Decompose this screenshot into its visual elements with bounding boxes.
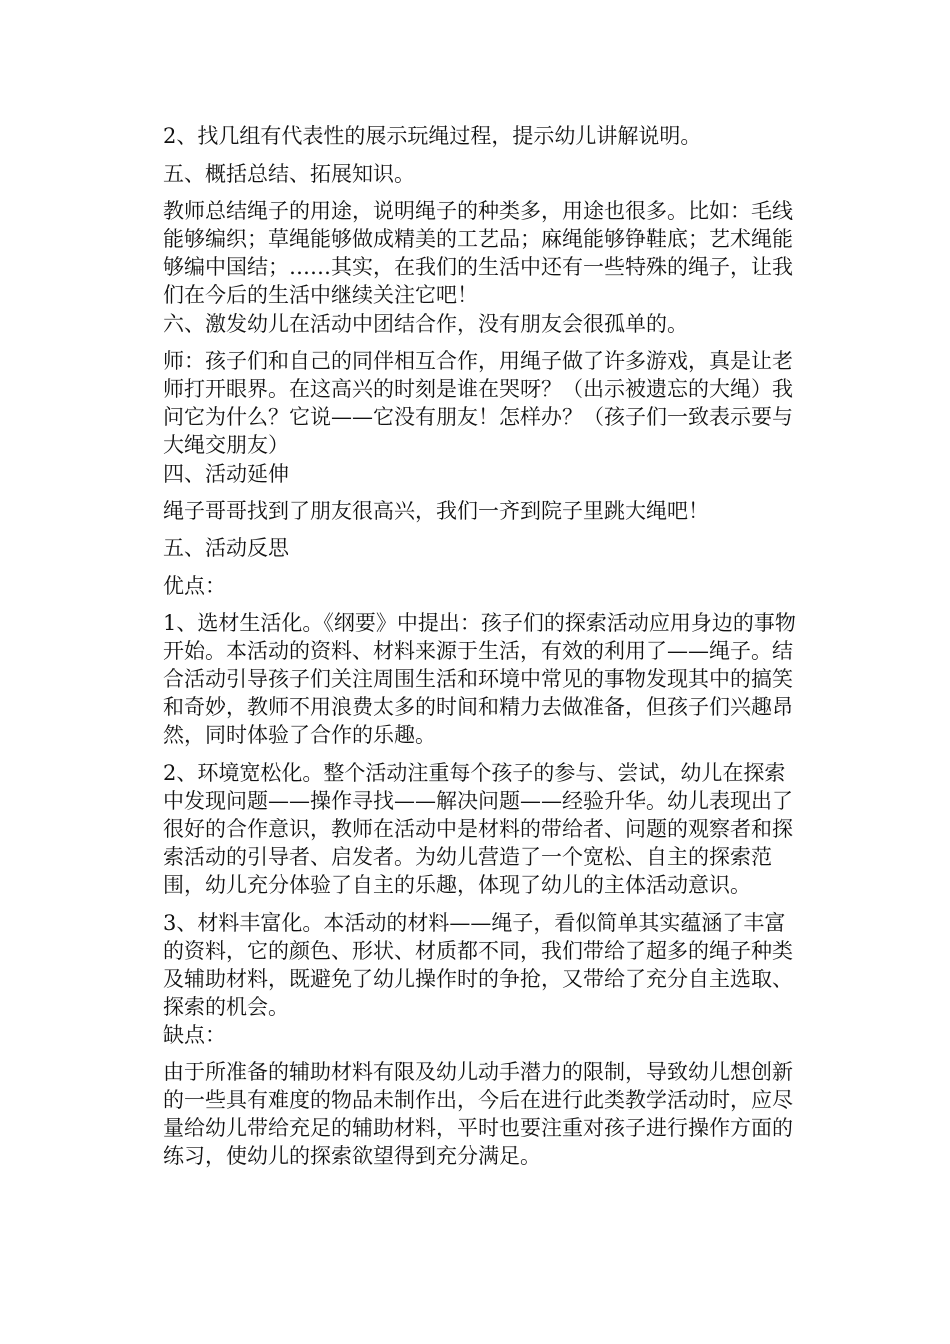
paragraph-extension: 绳子哥哥找到了朋友很高兴，我们一齐到院子里跳大绳吧！ — [163, 499, 709, 523]
heading-cooperation: 六、激发幼儿在活动中团结合作，没有朋友会很孤单的。 — [163, 312, 688, 336]
heading-reflection: 五、活动反思 — [163, 536, 289, 560]
paragraph-advantage-1: 1、选材生活化。《纲要》中提出：孩子们的探索活动应用身边的事物开始。本活动的资料、材料来源于生活，有效的利用了——绳子。结合活动引导孩子们关注周围生活和环境中常见的事物发现其中的搞笑和奇妙，教师不用浪费太多的时间和精力去做准备，但孩子们兴趣昂然，同时体验了合作的乐趣。 — [163, 611, 796, 747]
paragraph-teacher-dialogue: 师：孩子们和自己的同伴相互合作，用绳子做了许多游戏，真是让老师打开眼界。在这高兴的时刻是谁在哭呀？（出示被遗忘的大绳）我问它为什么？它说——它没有朋友！怎样办？（孩子们一致表示要与大绳交朋友） — [163, 349, 793, 457]
paragraph-advantage-2: 2、环境宽松化。整个活动注重每个孩子的参与、尝试，幼儿在探索中发现问题——操作寻找——解决问题——经验升华。幼儿表现出了很好的合作意识，教师在活动中是材料的带给者、问题的观察者和探索活动的引导者、启发者。为幼儿营造了一个宽松、自主的探索范围，幼儿充分体验了自主的乐趣，体现了幼儿的主体活动意识。 — [163, 761, 793, 897]
paragraph-teacher-summary: 教师总结绳子的用途，说明绳子的种类多，用途也很多。比如：毛线能够编织；草绳能够做成精美的工艺品；麻绳能够铮鞋底；艺术绳能够编中国结；……其实，在我们的生活中还有一些特殊的绳子，让我们在今后的生活中继续关注它吧！ — [163, 199, 793, 307]
paragraph-advantage-3: 3、材料丰富化。本活动的材料——绳子，看似简单其实蕴涵了丰富的资料，它的颜色、形状、材质都不同，我们带给了超多的绳子种类及辅助材料，既避免了幼儿操作时的争抢，又带给了充分自主选取、探索的机会。 — [163, 911, 793, 1019]
paragraph-step-2: 2、找几组有代表性的展示玩绳过程，提示幼儿讲解说明。 — [163, 124, 702, 148]
heading-advantages: 优点： — [163, 574, 226, 598]
heading-extension: 四、活动延伸 — [163, 462, 289, 486]
heading-summary: 五、概括总结、拓展知识。 — [163, 162, 415, 186]
heading-disadvantages: 缺点： — [163, 1023, 226, 1047]
paragraph-disadvantages: 由于所准备的辅助材料有限及幼儿动手潜力的限制，导致幼儿想创新的一些具有难度的物品未制作出，今后在进行此类教学活动时，应尽量给幼儿带给充足的辅助材料，平时也要注重对孩子进行操作方面的练习，使幼儿的探索欲望得到充分满足。 — [163, 1060, 793, 1168]
